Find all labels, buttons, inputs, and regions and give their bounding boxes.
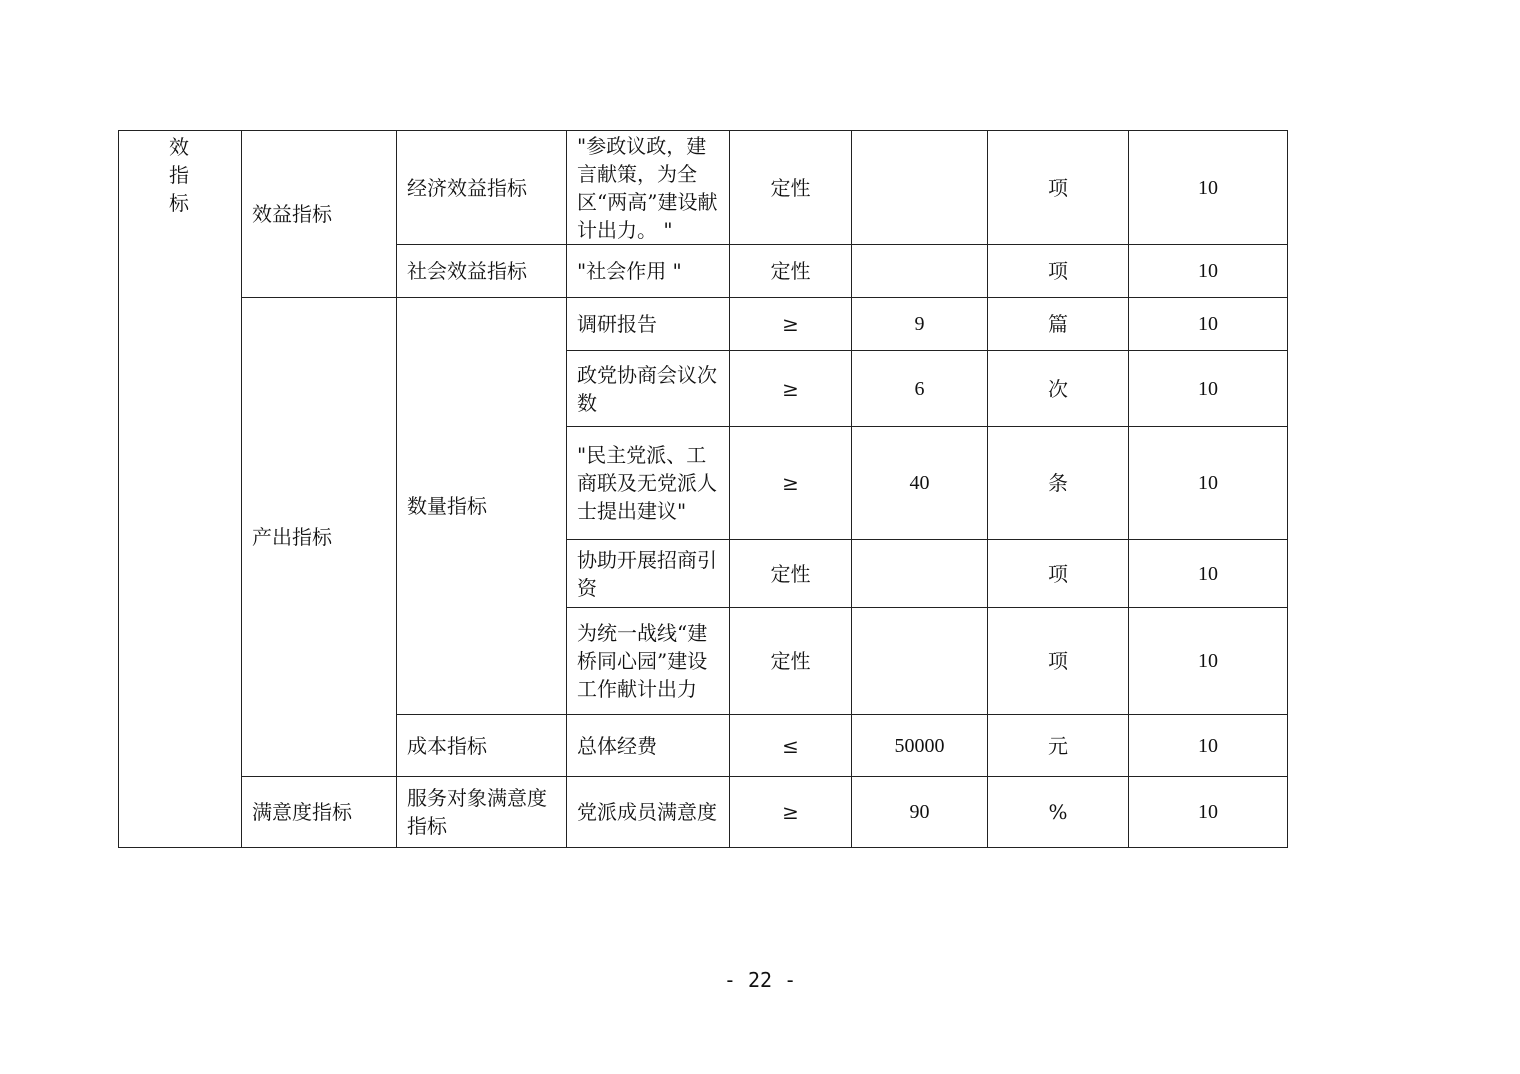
score-cell: 10 <box>1129 298 1288 351</box>
indicator-name-cell: 党派成员满意度 <box>567 777 730 848</box>
level1-category-label: 效指标 <box>169 135 189 215</box>
unit-cell: % <box>988 777 1129 848</box>
unit-cell: 次 <box>988 351 1129 427</box>
economic-benefit-cell: 经济效益指标 <box>397 131 567 245</box>
operator-cell: 定性 <box>730 608 852 715</box>
target-value-cell: 9 <box>852 298 988 351</box>
target-value-cell: 40 <box>852 427 988 540</box>
table-row <box>119 298 1288 351</box>
target-value-cell: 50000 <box>852 715 988 777</box>
unit-cell: 篇 <box>988 298 1129 351</box>
benefit-indicator-cell: 效益指标 <box>242 131 397 298</box>
operator-cell: 定性 <box>730 540 852 608</box>
table-row <box>119 777 1288 848</box>
satisfaction-indicator-cell: 满意度指标 <box>242 777 397 848</box>
indicator-name-cell: 政党协商会议次数 <box>567 351 730 427</box>
unit-cell: 项 <box>988 131 1129 245</box>
performance-indicator-table <box>118 130 1288 848</box>
social-benefit-cell: 社会效益指标 <box>397 245 567 298</box>
operator-cell: 定性 <box>730 245 852 298</box>
target-value-cell <box>852 608 988 715</box>
score-cell: 10 <box>1129 351 1288 427</box>
service-satisfaction-cell: 服务对象满意度指标 <box>397 777 567 848</box>
indicator-name-cell: 调研报告 <box>567 298 730 351</box>
unit-cell: 项 <box>988 245 1129 298</box>
table-row <box>119 131 1288 245</box>
page-number: - 22 - <box>723 968 797 992</box>
score-cell: 10 <box>1129 540 1288 608</box>
unit-cell: 元 <box>988 715 1129 777</box>
unit-cell: 条 <box>988 427 1129 540</box>
cost-indicator-cell: 成本指标 <box>397 715 567 777</box>
score-cell: 10 <box>1129 608 1288 715</box>
target-value-cell: 6 <box>852 351 988 427</box>
indicator-name-cell: "民主党派、工商联及无党派人士提出建议" <box>567 427 730 540</box>
score-cell: 10 <box>1129 715 1288 777</box>
score-cell: 10 <box>1129 427 1288 540</box>
quantity-indicator-cell: 数量指标 <box>397 298 567 715</box>
operator-cell: 定性 <box>730 131 852 245</box>
score-cell: 10 <box>1129 245 1288 298</box>
indicator-name-cell: 总体经费 <box>567 715 730 777</box>
target-value-cell <box>852 540 988 608</box>
level1-category-cell <box>119 131 242 848</box>
unit-cell: 项 <box>988 540 1129 608</box>
score-cell: 10 <box>1129 131 1288 245</box>
operator-cell: ≥ <box>730 777 852 848</box>
operator-cell: ≤ <box>730 715 852 777</box>
unit-cell: 项 <box>988 608 1129 715</box>
indicator-name-cell: "参政议政，建言献策，为全区“两高”建设献计出力。 " <box>567 131 730 245</box>
operator-cell: ≥ <box>730 351 852 427</box>
operator-cell: ≥ <box>730 298 852 351</box>
indicator-name-cell: "社会作用 " <box>567 245 730 298</box>
target-value-cell <box>852 131 988 245</box>
score-cell: 10 <box>1129 777 1288 848</box>
target-value-cell <box>852 245 988 298</box>
indicator-name-cell: 协助开展招商引资 <box>567 540 730 608</box>
output-indicator-cell: 产出指标 <box>242 298 397 777</box>
target-value-cell: 90 <box>852 777 988 848</box>
operator-cell: ≥ <box>730 427 852 540</box>
indicator-name-cell: 为统一战线“建桥同心园”建设工作献计出力 <box>567 608 730 715</box>
